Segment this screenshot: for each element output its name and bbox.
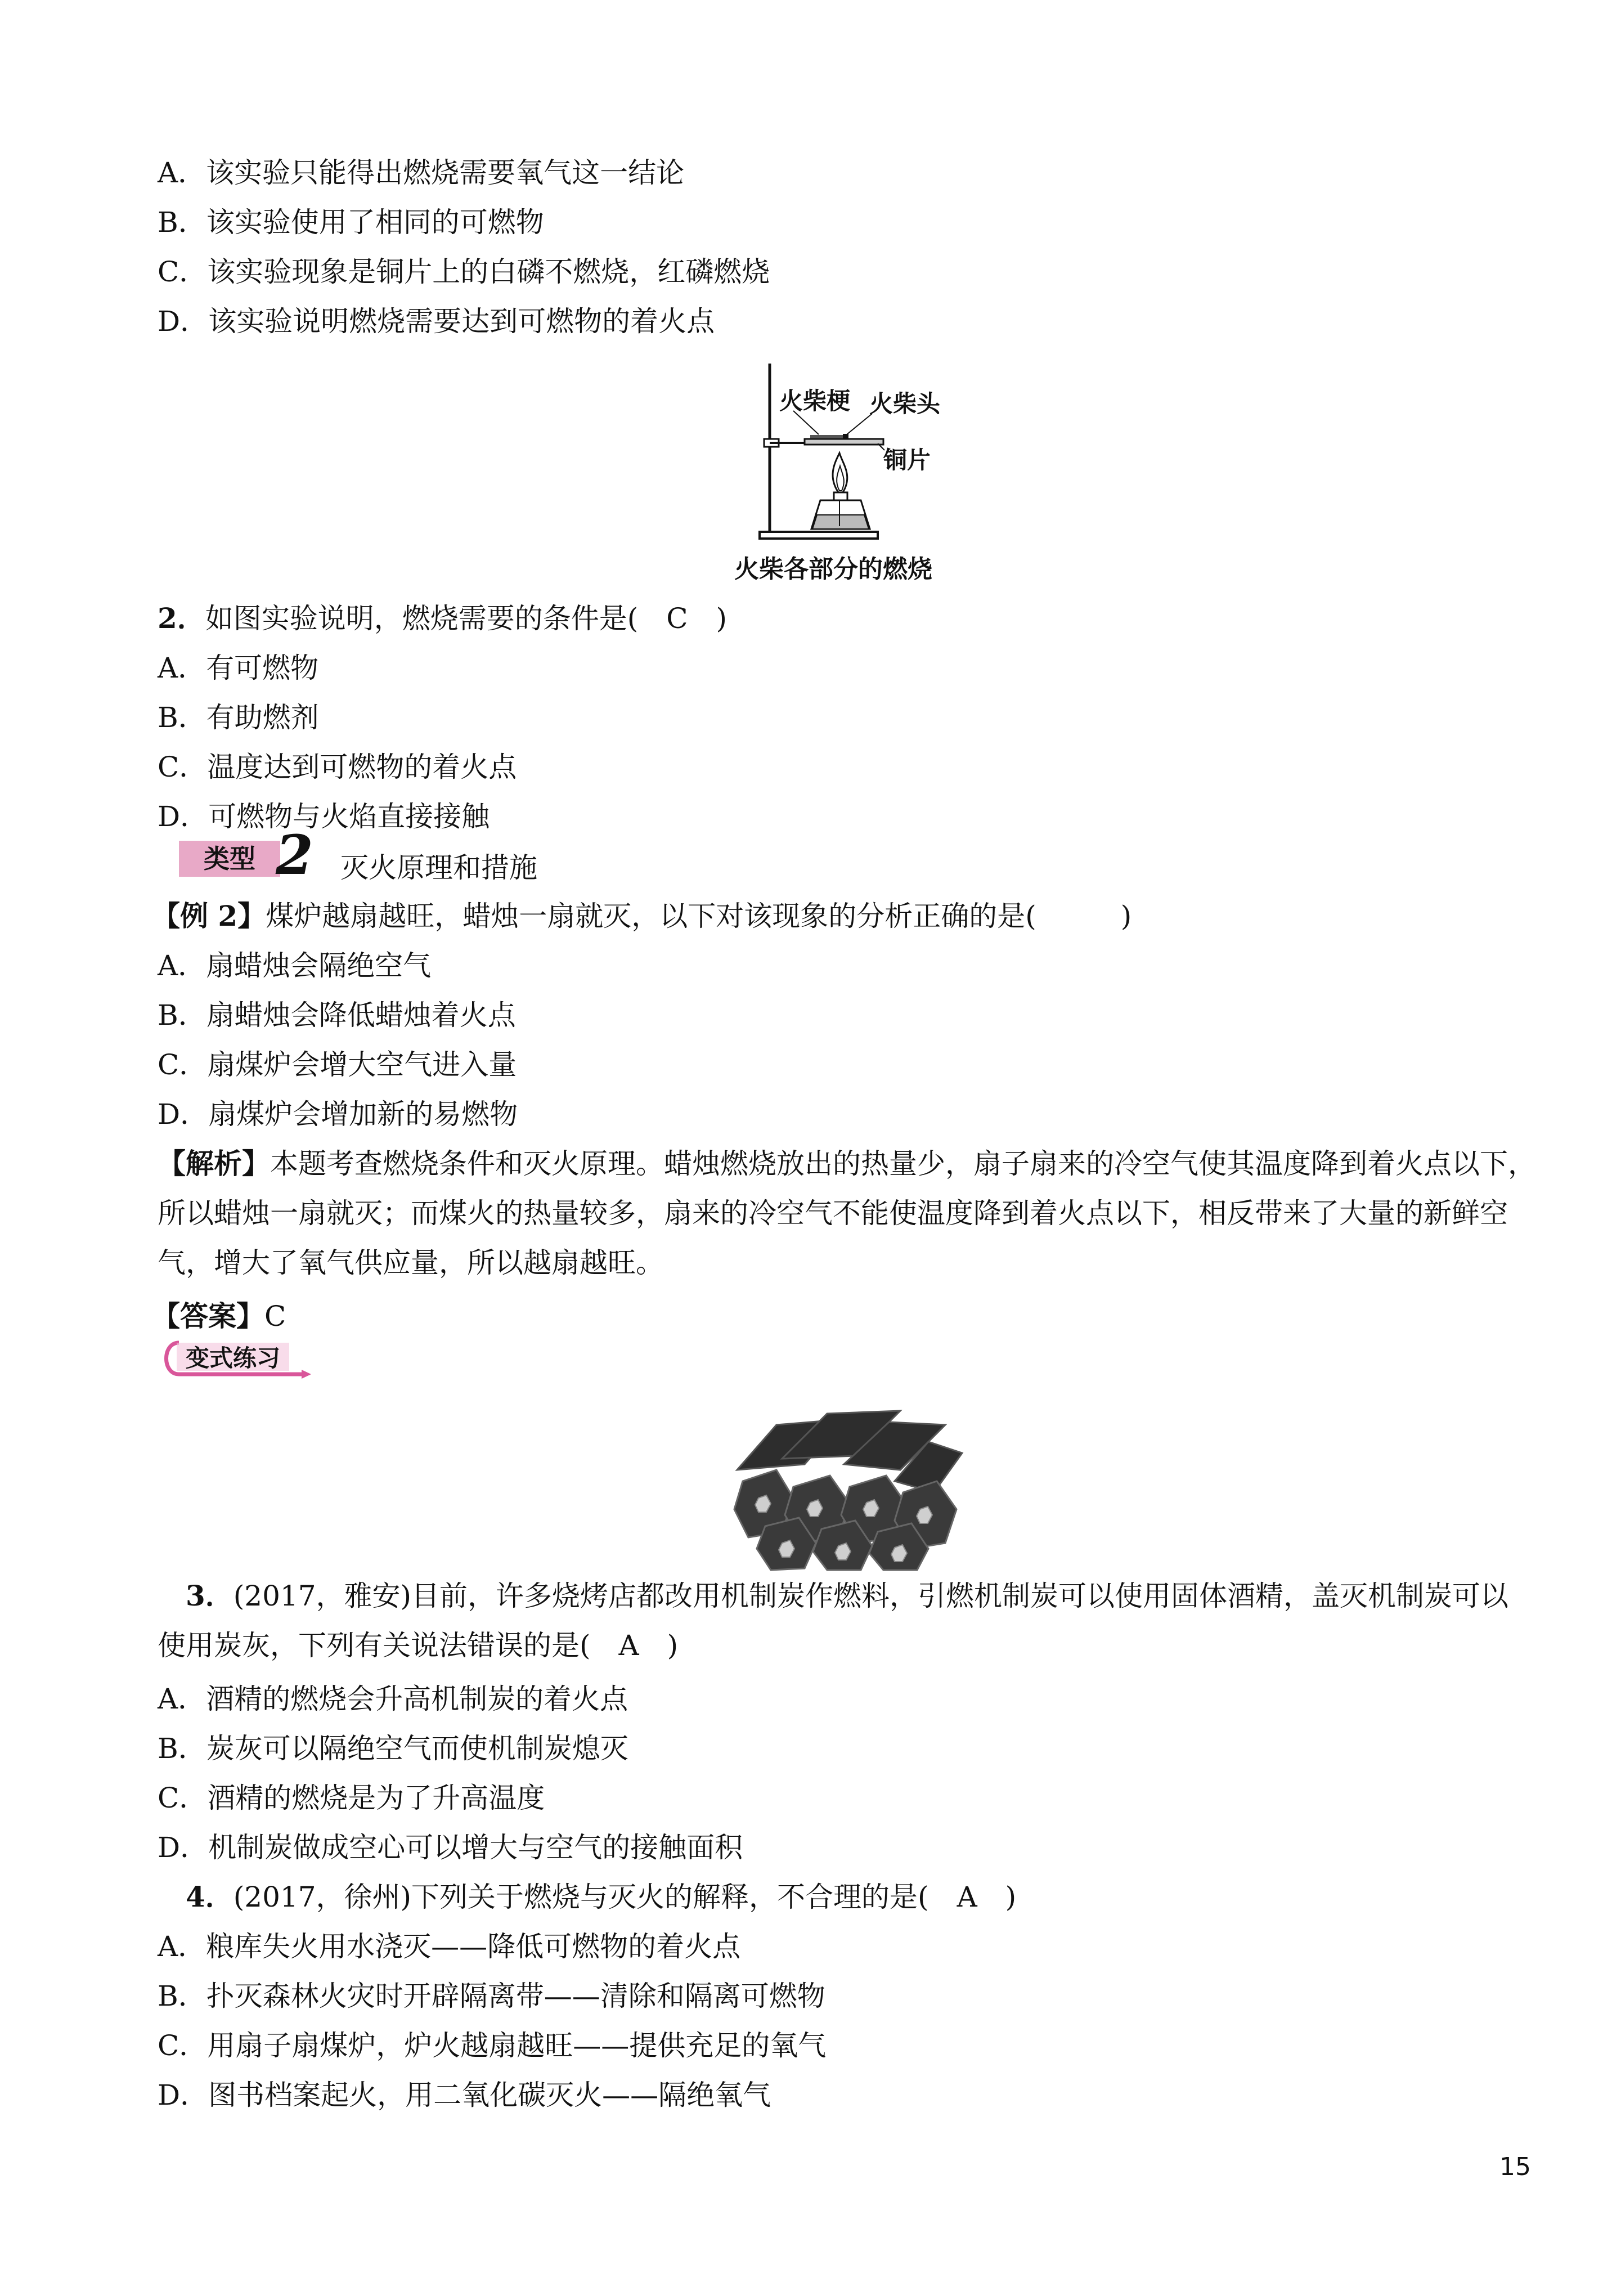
q3-option-a: A．酒精的燃烧会升高机制炭的着火点	[158, 1683, 628, 1715]
label-copper-sheet: 铜片	[883, 446, 931, 474]
example2-tag: 【例 2】	[152, 899, 266, 932]
q3-number: 3．	[186, 1579, 234, 1612]
q3-text: (2017，雅安)目前，许多烧烤店都改用机制炭作燃料，引燃机制炭可以使用固体酒精，盖灭机制炭可以使用炭灰，下列有关说法错误的是( A )	[158, 1580, 1509, 1662]
q3-option-b: B．炭灰可以隔绝空气而使机制炭熄灭	[158, 1732, 628, 1765]
figure-caption: 火柴各部分的燃烧	[734, 555, 932, 584]
q4-option-b: B．扑灭森林火灾时开辟隔离带——清除和隔离可燃物	[158, 1980, 825, 2012]
q4-number: 4．	[186, 1880, 234, 1913]
q3-stem	[158, 1571, 1536, 1670]
q3-option-c: C．酒精的燃烧是为了升高温度	[158, 1782, 545, 1814]
q3-option-d: D．机制炭做成空心可以增大与空气的接触面积	[158, 1831, 743, 1864]
example2-answer	[152, 1298, 286, 1334]
q2-option-c: C．温度达到可燃物的着火点	[158, 751, 517, 783]
q1-option-b: B．该实验使用了相同的可燃物	[158, 206, 544, 239]
page-number: 15	[1499, 2152, 1531, 2181]
label-match-head: 火柴头	[869, 390, 941, 418]
type-title: 灭火原理和措施	[340, 851, 537, 884]
example2-option-a: A．扇蜡烛会隔绝空气	[158, 949, 432, 982]
q4-option-a: A．粮库失火用水浇灭——降低可燃物的着火点	[158, 1930, 741, 1963]
q2-number: 2．	[158, 602, 205, 635]
example2-analysis	[158, 1139, 1536, 1288]
q2-option-d: D．可燃物与火焰直接接触	[158, 800, 490, 833]
q1-option-c: C．该实验现象是铜片上的白磷不燃烧，红磷燃烧	[158, 255, 770, 288]
q4-text: (2017，徐州)下列关于燃烧与灭火的解释，不合理的是( A )	[233, 1881, 1017, 1913]
answer-tag: 【答案】	[152, 1299, 264, 1333]
example2-text: 煤炉越扇越旺，蜡烛一扇就灭，以下对该现象的分析正确的是( )	[266, 900, 1132, 932]
label-match-stem: 火柴梗	[779, 387, 851, 415]
q2-option-b: B．有助燃剂	[158, 701, 319, 734]
q2-stem	[158, 600, 727, 636]
type-badge: 类型	[179, 841, 280, 877]
q4-option-d: D．图书档案起火，用二氧化碳灭火——隔绝氧气	[158, 2079, 771, 2111]
q4-option-c: C．用扇子扇煤炉，炉火越扇越旺——提供充足的氧气	[158, 2029, 827, 2062]
example2-option-b: B．扇蜡烛会降低蜡烛着火点	[158, 999, 516, 1032]
q1-option-a: A．该实验只能得出燃烧需要氧气这一结论	[158, 156, 685, 189]
example2-stem	[152, 898, 1131, 934]
q1-option-d: D．该实验说明燃烧需要达到可燃物的着火点	[158, 305, 715, 338]
analysis-tag: 【解析】	[158, 1147, 270, 1180]
analysis-text: 本题考查燃烧条件和灭火原理。蜡烛燃烧放出的热量少，扇子扇来的冷空气使其温度降到着火点以下，所以蜡烛一扇就灭；而煤火的热量较多，扇来的冷空气不能使温度降到着火点以下，相反带来了大量的新鲜空气，增大了氧气供应量，所以越扇越旺。	[158, 1147, 1536, 1279]
type-number: 2	[276, 823, 313, 887]
variant-practice-label: 变式练习	[186, 1344, 281, 1372]
example2-option-d: D．扇煤炉会增加新的易燃物	[158, 1098, 518, 1131]
example2-option-c: C．扇煤炉会增大空气进入量	[158, 1048, 517, 1081]
briquette-charcoal-photo-icon	[731, 1402, 965, 1571]
q2-option-a: A．有可燃物	[158, 652, 319, 684]
q4-stem	[186, 1879, 1016, 1915]
answer-value: C	[264, 1300, 286, 1333]
q2-text: 如图实验说明，燃烧需要的条件是( C )	[205, 602, 728, 635]
